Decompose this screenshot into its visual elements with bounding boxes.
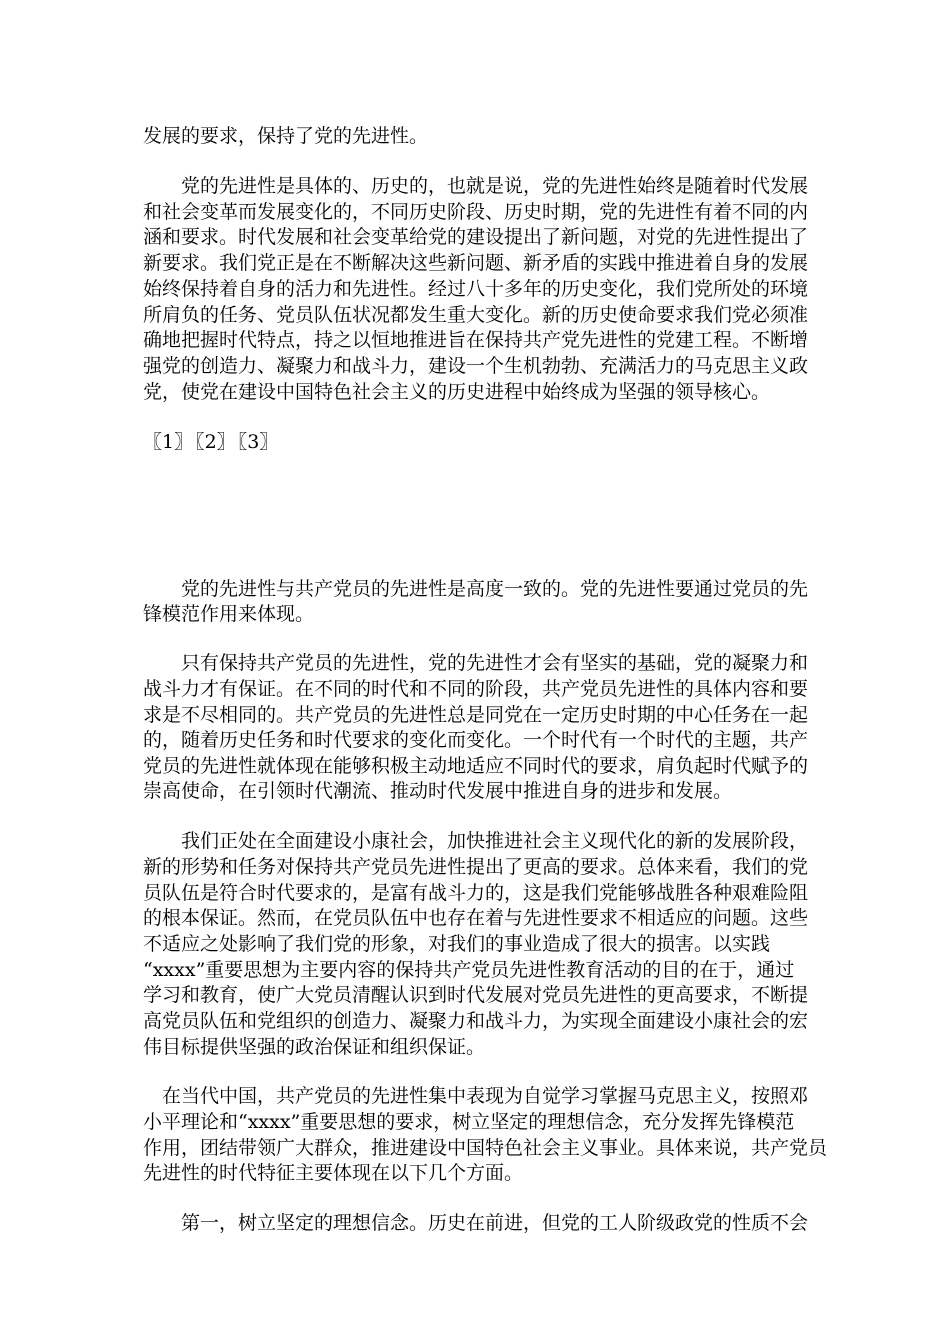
text-line: 伟目标提供坚强的政治保证和组织保证。 bbox=[143, 1036, 486, 1058]
footnote-ref-2[interactable]: 〖2〗 bbox=[195, 431, 236, 453]
text-line: 作用，团结带领广大群众，推进建设中国特色社会主义事业。具体来说，共产党员 bbox=[143, 1137, 828, 1159]
text-line: 和社会变革而发展变化的，不同历史阶段、历史时期，党的先进性有着不同的内 bbox=[143, 201, 809, 223]
text-line: 我们正处在全面建设小康社会，加快推进社会主义现代化的新的发展阶段， bbox=[143, 830, 809, 852]
text-line: 战斗力才有保证。在不同的时代和不同的阶段，共产党员先进性的具体内容和要 bbox=[143, 678, 809, 700]
text-line: 党的先进性是具体的、历史的，也就是说，党的先进性始终是随着时代发展 bbox=[143, 175, 809, 197]
text-line: 求是不尽相同的。共产党员的先进性总是同党在一定历史时期的中心任务在一起 bbox=[143, 704, 809, 726]
text-line: “xxxx”重要思想为主要内容的保持共产党员先进性教育活动的目的在于，通过 bbox=[143, 959, 795, 981]
text-line: 小平理论和“xxxx”重要思想的要求，树立坚定的理想信念，充分发挥先锋模范 bbox=[143, 1111, 795, 1133]
text-line: 学习和教育，使广大党员清醒认识到时代发展对党员先进性的更高要求，不断提 bbox=[143, 984, 809, 1006]
text-line: 崇高使命，在引领时代潮流、推动时代发展中推进自身的进步和发展。 bbox=[143, 780, 733, 802]
continuation-line: 发展的要求，保持了党的先进性。 bbox=[143, 125, 429, 147]
text-line: 第一，树立坚定的理想信念。历史在前进，但党的工人阶级政党的性质不会 bbox=[143, 1212, 809, 1234]
text-line: 高党员队伍和党组织的创造力、凝聚力和战斗力，为实现全面建设小康社会的宏 bbox=[143, 1010, 809, 1032]
text-line: 所肩负的任务、党员队伍状况都发生重大变化。新的历史使命要求我们党必须准 bbox=[143, 304, 809, 326]
text-line: 党的先进性与共产党员的先进性是高度一致的。党的先进性要通过党员的先 bbox=[143, 578, 809, 600]
text-line: 党员的先进性就体现在能够积极主动地适应不同时代的要求，肩负起时代赋予的 bbox=[143, 755, 809, 777]
text-line: 的根本保证。然而，在党员队伍中也存在着与先进性要求不相适应的问题。这些 bbox=[143, 907, 809, 929]
footnote-ref-1[interactable]: 〖1〗 bbox=[143, 431, 194, 453]
text-line: 强党的创造力、凝聚力和战斗力，建设一个生机勃勃、充满活力的马克思主义政 bbox=[143, 355, 809, 377]
text-line: 员队伍是符合时代要求的，是富有战斗力的，这是我们党能够战胜各种艰难险阻 bbox=[143, 882, 809, 904]
text-line: 新的形势和任务对保持共产党员先进性提出了更高的要求。总体来看，我们的党 bbox=[143, 856, 809, 878]
footnote-refs bbox=[143, 429, 280, 455]
text-line: 确地把握时代特点，持之以恒地推进旨在保持共产党先进性的党建工程。不断增 bbox=[143, 329, 809, 351]
text-line: 不适应之处影响了我们党的形象，对我们的事业造成了很大的损害。以实践 bbox=[143, 933, 771, 955]
text-line: 的，随着历史任务和时代要求的变化而变化。一个时代有一个时代的主题，共产 bbox=[143, 729, 809, 751]
text-line: 涵和要求。时代发展和社会变革给党的建设提出了新问题，对党的先进性提出了 bbox=[143, 226, 809, 248]
text-line: 新要求。我们党正是在不断解决这些新问题、新矛盾的实践中推进着自身的发展 bbox=[143, 252, 809, 274]
text-line: 始终保持着自身的活力和先进性。经过八十多年的历史变化，我们党所处的环境 bbox=[143, 278, 809, 300]
text-line: 锋模范作用来体现。 bbox=[143, 603, 315, 625]
footnote-ref-3[interactable]: 〖3〗 bbox=[237, 431, 279, 453]
text-line: 只有保持共产党员的先进性，党的先进性才会有坚实的基础，党的凝聚力和 bbox=[143, 652, 809, 674]
text-line: 在当代中国，共产党员的先进性集中表现为自觉学习掌握马克思主义，按照邓 bbox=[143, 1085, 809, 1107]
text-line: 先进性的时代特征主要体现在以下几个方面。 bbox=[143, 1162, 524, 1184]
text-line: 党，使党在建设中国特色社会主义的历史进程中始终成为坚强的领导核心。 bbox=[143, 381, 771, 403]
